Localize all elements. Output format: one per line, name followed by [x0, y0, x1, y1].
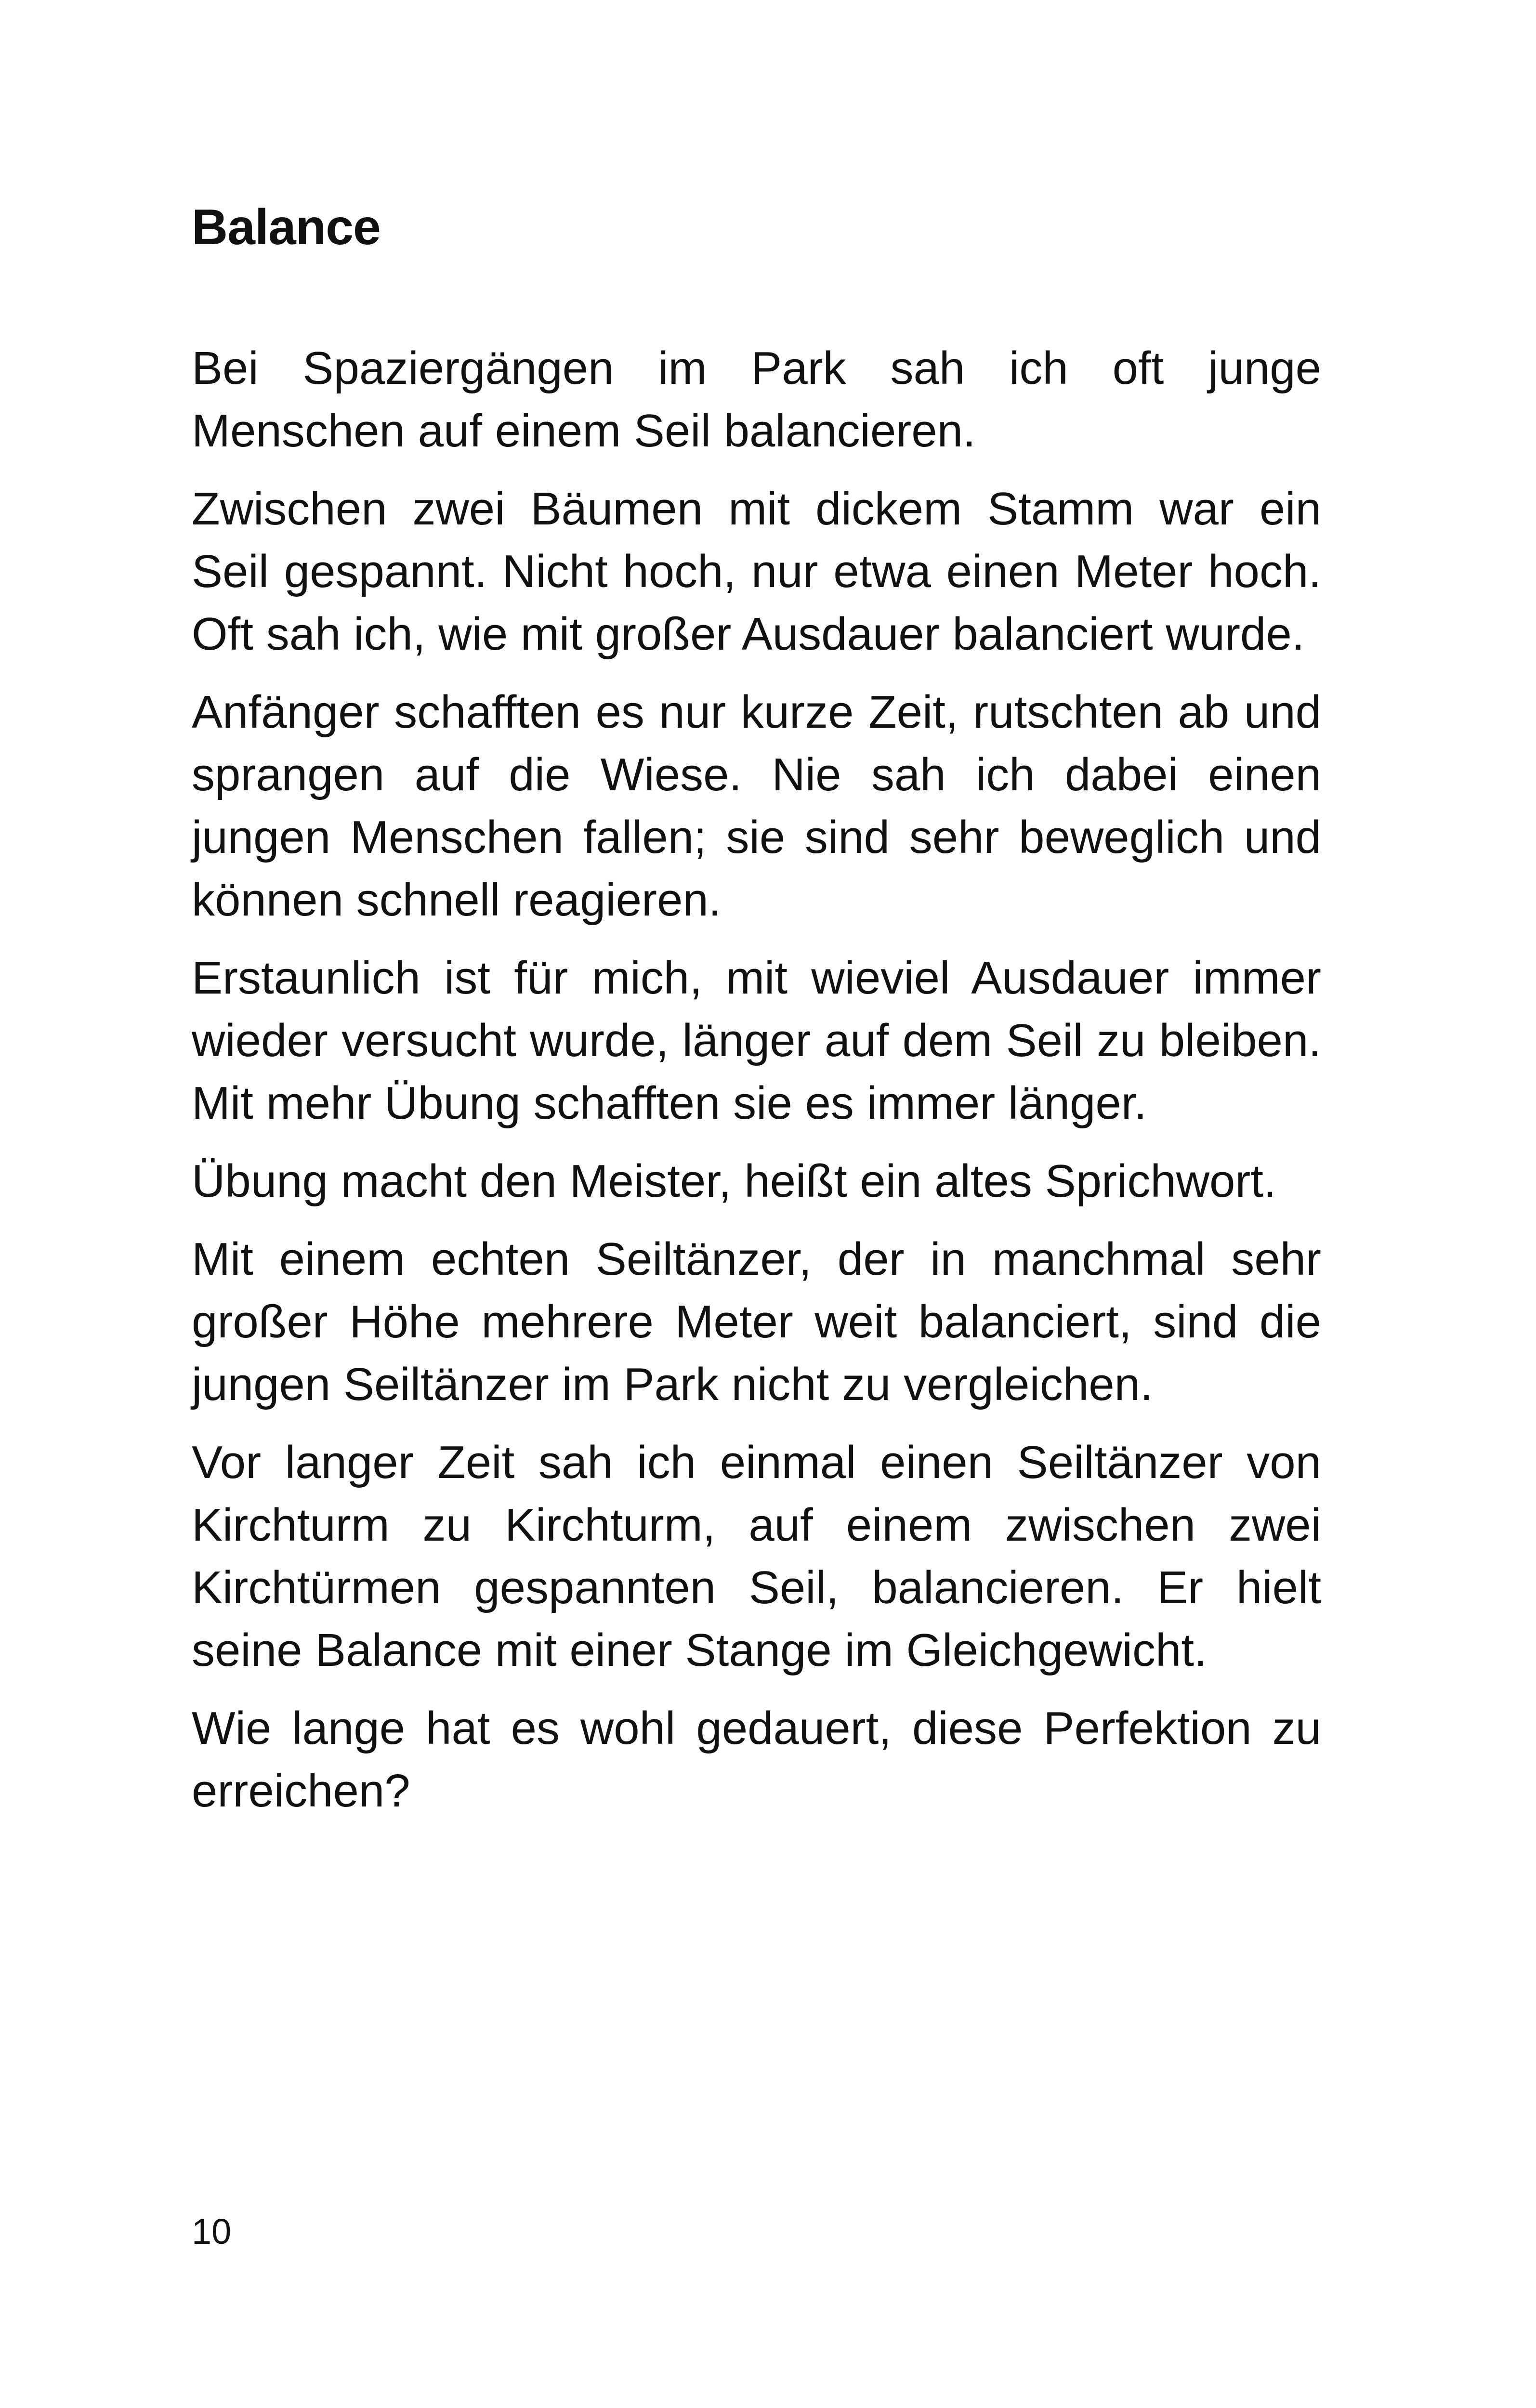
- page-body: [192, 337, 1321, 1838]
- paragraph: Anfänger schafften es nur kurze Zeit, rutschten ab und sprangen auf die Wiese. Nie sah ich dabei einen jungen Menschen fallen; sie sind sehr beweglich und können schnell reagieren.: [192, 686, 1321, 926]
- paragraph: Bei Spaziergängen im Park sah ich oft junge Menschen auf einem Seil balancieren.: [192, 342, 1321, 457]
- paragraph: Zwischen zwei Bäumen mit dickem Stamm war ein Seil gespannt. Nicht hoch, nur etwa einen Meter hoch. Oft sah ich, wie mit großer Ausdauer balanciert wurde.: [192, 483, 1321, 660]
- page-title: Balance: [192, 199, 381, 255]
- paragraph: Übung macht den Meister, heißt ein altes Sprichwort.: [192, 1155, 1276, 1207]
- paragraph: Mit einem echten Seiltänzer, der in manchmal sehr großer Höhe mehrere Meter weit balanciert, sind die jungen Seiltänzer im Park nicht zu vergleichen.: [192, 1233, 1321, 1410]
- page-number: 10: [192, 2212, 232, 2251]
- paragraph: Vor langer Zeit sah ich einmal einen Seiltänzer von Kirchturm zu Kirchturm, auf einem zwischen zwei Kirchtürmen gespannten Seil, balancieren. Er hielt seine Balance mit einer Stange im Gleichgewicht.: [192, 1437, 1321, 1676]
- paragraph: Erstaunlich ist für mich, mit wieviel Ausdauer immer wieder versucht wurde, länger auf dem Seil zu bleiben. Mit mehr Übung schafften sie es immer länger.: [192, 952, 1321, 1129]
- paragraph: Wie lange hat es wohl gedauert, diese Perfektion zu erreichen?: [192, 1702, 1321, 1817]
